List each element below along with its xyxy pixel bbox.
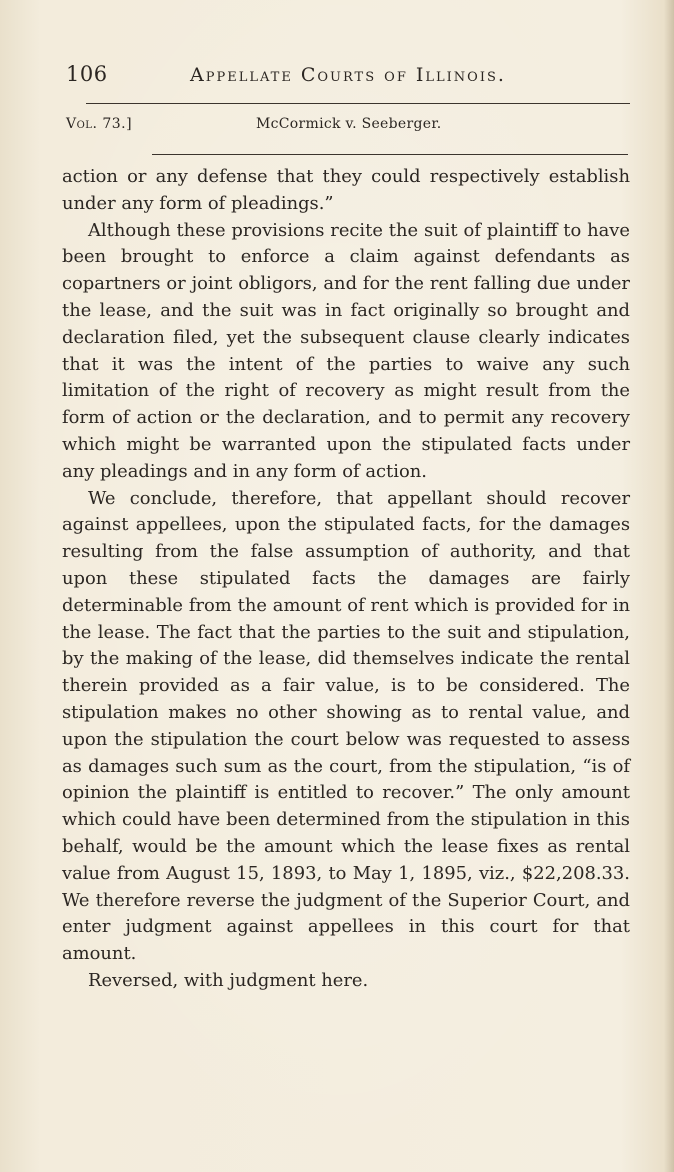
header-rule-top — [86, 103, 630, 104]
sub-head — [66, 116, 626, 138]
page-edge-shadow — [664, 0, 674, 1172]
case-name: McCormick v. Seeberger. — [256, 116, 442, 132]
volume-label: Vol. 73.] — [66, 116, 133, 132]
body-text — [62, 164, 630, 995]
paragraph-conclusion: We conclude, therefore, that appellant should recover against appellees, upon the stipulated facts, for the damages resulting from the false assumption of authority, and that upon these stipulated facts the damages are fairly determinable from the amount of rent which is provided for in the lease. The fact that the parties to the suit and stipulation, by the making of the lease, did themselves indicate the rental therein provided as a fair value, is to be considered. The stipulation makes no other showing as to rental value, and upon the stipulation the court below was requested to assess as damages such sum as the court, from the stipulation, “is of opinion the plaintiff is entitled to recover.” The only amount which could have been determined from the stipulation in this behalf, would be the amount which the lease fixes as rental value from August 15, 1893, to May 1, 1895, viz., $22,208.33. We therefore reverse the judgment of the Superior Court, and enter judgment against appellees in this court for that amount. — [62, 487, 630, 965]
running-head — [66, 62, 626, 92]
header-rule-bottom — [152, 154, 628, 155]
paragraph-continuation: action or any defense that they could respectively establish under any form of pleadings.” — [62, 166, 630, 214]
paragraph-provisions: Although these provisions recite the suit of plaintiff to have been brought to enforce a claim against defendants as copartners or joint obligors, and for the rent falling due under the lease, and the suit was in fact originally so brought and declaration filed, yet the subsequent clause clearly indicates that it was the intent of the parties to waive any such limitation of the right of recovery as might result from the form of action or the declaration, and to permit any recovery which might be warranted upon the stipulated facts under any pleadings and in any form of action. — [62, 219, 630, 482]
page-number: 106 — [66, 62, 108, 86]
paragraph-disposition: Reversed, with judgment here. — [88, 969, 369, 991]
running-title: Appellate Courts of Illinois. — [190, 64, 506, 86]
